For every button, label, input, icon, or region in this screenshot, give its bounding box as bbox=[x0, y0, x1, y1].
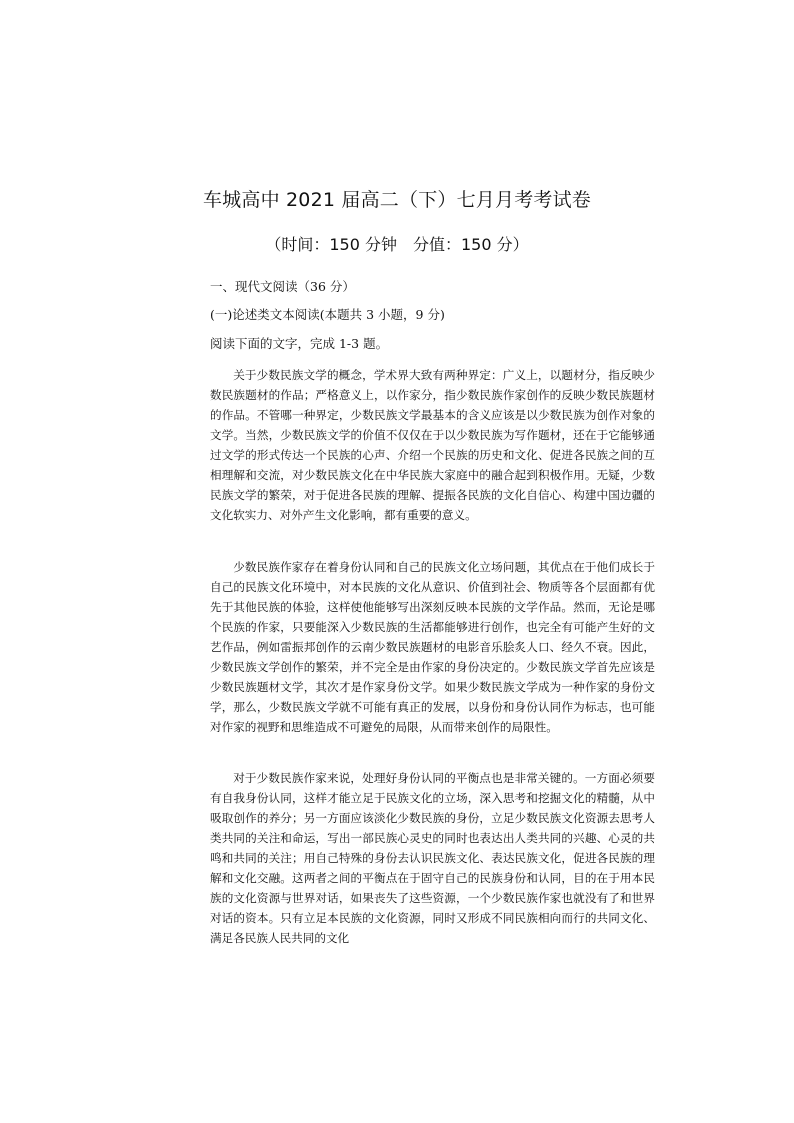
reading-instruction: 阅读下面的文字，完成 1-3 题。 bbox=[210, 336, 389, 351]
exam-time-and-score: （时间：150 分钟 分值：150 分） bbox=[265, 235, 529, 254]
passage-paragraph-2: 少数民族作家存在着身份认同和自己的民族文化立场问题，其优点在于他们成长于自己的民族文化环境中，对本民族的文化从意识、价值到社会、物质等各个层面都有优先于其他民族的体验，这样使他能够写出深刻反映本民族的文学作品。然而，无论是哪个民族的作家，只要能深入少数民族的生活都能够进行创作，也完全有可能产生好的文艺作品，例如雷振邦创作的云南少数民族题材的电影音乐脍炙人口、经久不衰。因此，少数民族文学创作的繁荣，并不完全是由作家的身份决定的。少数民族文学首先应该是少数民族题材文学，其次才是作家身份文学。如果少数民族文学成为一种作家的身份文学，那么，少数民族文学就不可能有真正的发展，以身份和身份认同作为标志，也可能对作家的视野和思维造成不可避免的局限，从而带来创作的局限性。 bbox=[210, 560, 655, 734]
section-heading: 一、现代文阅读（36 分） bbox=[210, 279, 355, 294]
exam-title: 车城高中 2021 届高二（下）七月月考考试卷 bbox=[202, 189, 592, 211]
passage-paragraph-3: 对于少数民族作家来说，处理好身份认同的平衡点也是非常关键的。一方面必须要有自我身份认同，这样才能立足于民族文化的立场，深入思考和挖掘文化的精髓，从中吸取创作的养分；另一方面应该淡化少数民族的身份，立足少数民族文化资源去思考人类共同的关注和命运，写出一部民族心灵史的同时也表达出人类共同的兴趣、心灵的共鸣和共同的关注；用自己特殊的身份去认识民族文化、表达民族文化，促进各民族的理解和文化交融。这两者之间的平衡点在于固守自己的民族身份和认同，目的在于用本民族的文化资源与世界对话，如果丧失了这些资源，一个少数民族作家也就没有了和世界对话的资本。只有立足本民族的文化资源，同时又形成不同民族相向而行的共同文化、满足各民族人民共同的文化 bbox=[210, 771, 655, 945]
subsection-heading: (一)论述类文本阅读(本题共 3 小题，9 分) bbox=[210, 307, 445, 322]
passage-paragraph-1: 关于少数民族文学的概念，学术界大致有两种界定：广义上，以题材分，指反映少数民族题材的作品；严格意义上，以作家分，指少数民族作家创作的反映少数民族题材的作品。不管哪一种界定，少数民族文学最基本的含义应该是以少数民族为创作对象的文学。当然，少数民族文学的价值不仅仅在于以少数民族为写作题材，还在于它能够通过文学的形式传达一个民族的心声、介绍一个民族的历史和文化、促进各民族之间的互相理解和交流，对少数民族文化在中华民族大家庭中的融合起到积极作用。无疑，少数民族文学的繁荣，对于促进各民族的理解、提振各民族的文化自信心、构建中国边疆的文化软实力、对外产生文化影响，都有重要的意义。 bbox=[210, 368, 655, 522]
